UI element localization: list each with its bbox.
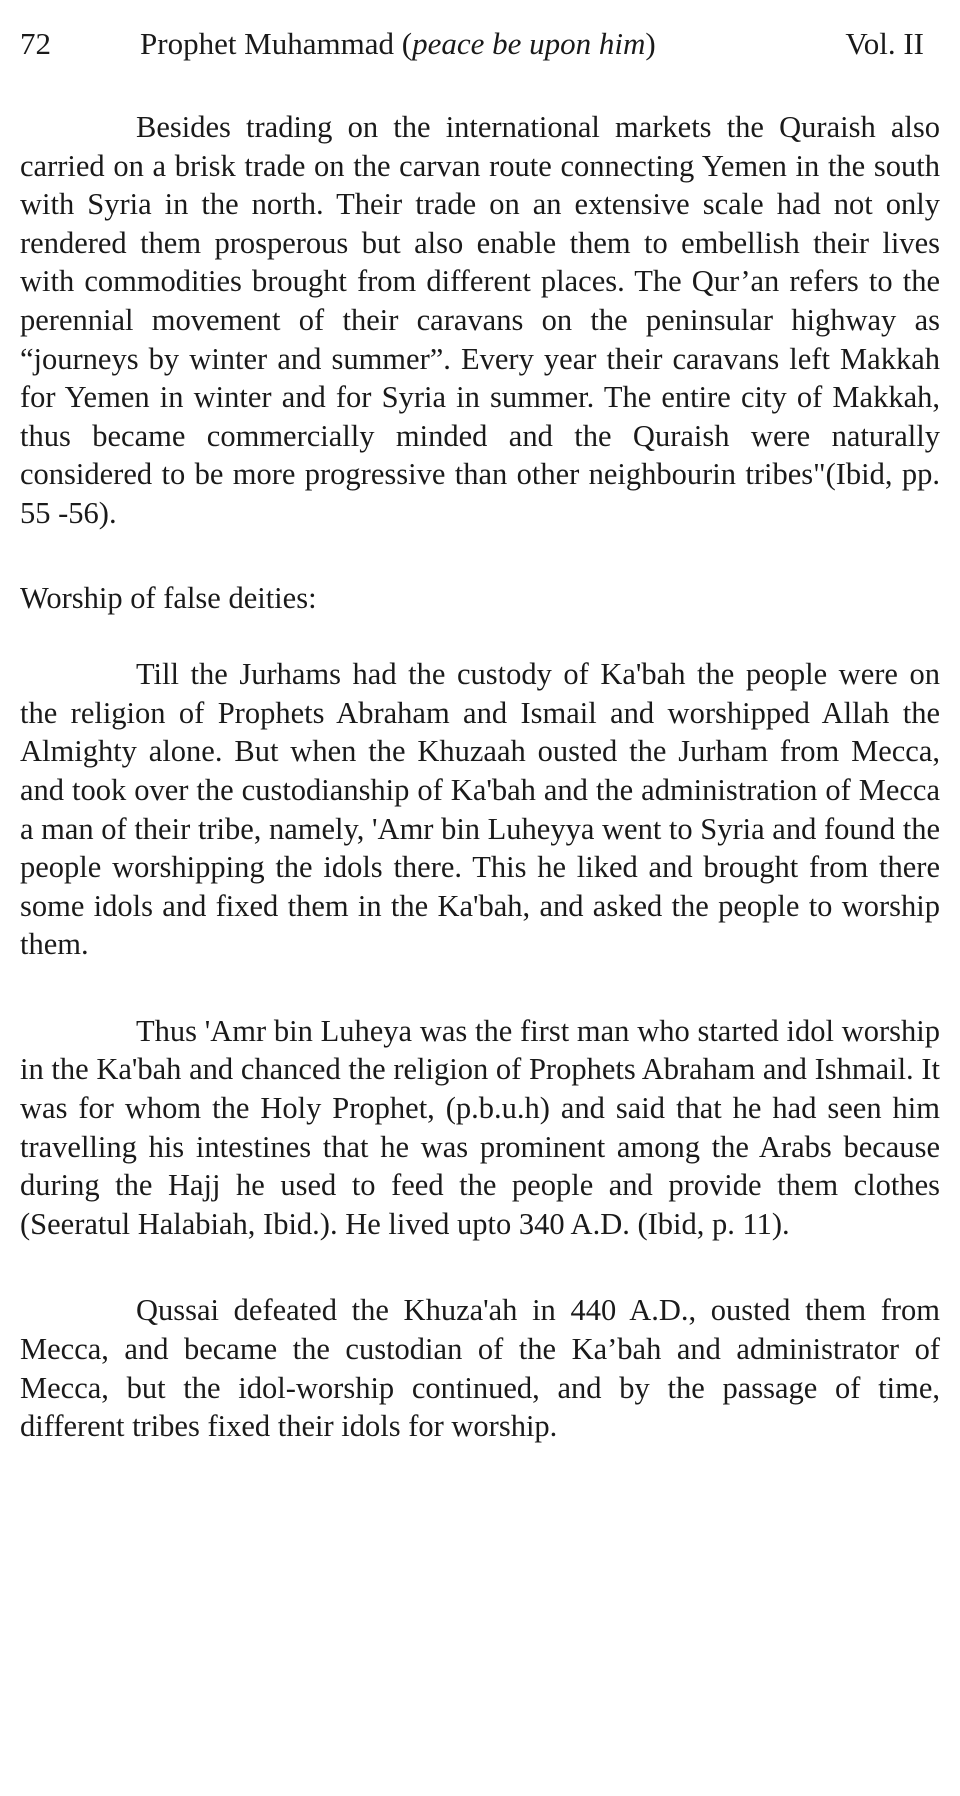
paragraph-amr-bin-luheya: Thus 'Amr bin Luheya was the first man who started idol worship in the Ka'bah and chanced the religion of Prophets Abraham and Ishmail. It was for whom the Holy Prophet, (p.b.u.h) and said that he had seen him travelling his intestines that he was prominent among the Arabs because during the Hajj he used to feed the people and provide them clothes (Seeratul Halabiah, Ibid.). He lived upto 340 A.D. (Ibid, p. 11). bbox=[20, 1013, 940, 1241]
running-title-close: ) bbox=[645, 26, 656, 61]
running-title-main: Prophet Muhammad ( bbox=[140, 26, 413, 61]
paragraph-qussai: Qussai defeated the Khuza'ah in 440 A.D., ousted them from Mecca, and became the custodian of the Ka’bah and administrator of Mecca, but the idol-worship continued, and by the passage of time, different tribes fixed their idols for worship. bbox=[20, 1293, 940, 1444]
paragraph-trade: Besides trading on the international markets the Quraish also carried on a brisk trade on the carvan route connecting Yemen in the south with Syria in the north. Their trade on an extensive scale had not only rendered them prosperous but also enable them to embellish their lives with commodities brought from different places. The Qur’an refers to the perennial movement of their caravans on the peninsular highway as “journeys by winter and summer”. Every year their caravans left Makkah for Yemen in winter and for Syria in summer. The entire city of Makkah, thus became commercially minded and the Quraish were naturally considered to be more progressive than other neighbourin tribes"(Ibid, pp. 55 -56). bbox=[20, 110, 940, 530]
volume-label: Vol. II bbox=[845, 26, 924, 61]
running-title-italic: peace be upon him bbox=[412, 26, 646, 61]
book-page bbox=[20, 22, 940, 1446]
section-heading: Worship of false deities: bbox=[20, 580, 317, 615]
running-title bbox=[140, 22, 656, 66]
paragraph-jurhams: Till the Jurhams had the custody of Ka'bah the people were on the religion of Prophets Abraham and Ismail and worshipped Allah the Almighty alone. But when the Khuzaah ousted the Jurham from Mecca, and took over the custodianship of Ka'bah and the administration of Mecca a man of their tribe, namely, 'Amr bin Luheyya went to Syria and found the people worshipping the idols there. This he liked and brought from there some idols and fixed them in the Ka'bah, and asked the people to worship them. bbox=[20, 657, 940, 962]
body-text bbox=[20, 108, 940, 1446]
page-number: 72 bbox=[20, 26, 51, 61]
running-header bbox=[20, 22, 940, 66]
